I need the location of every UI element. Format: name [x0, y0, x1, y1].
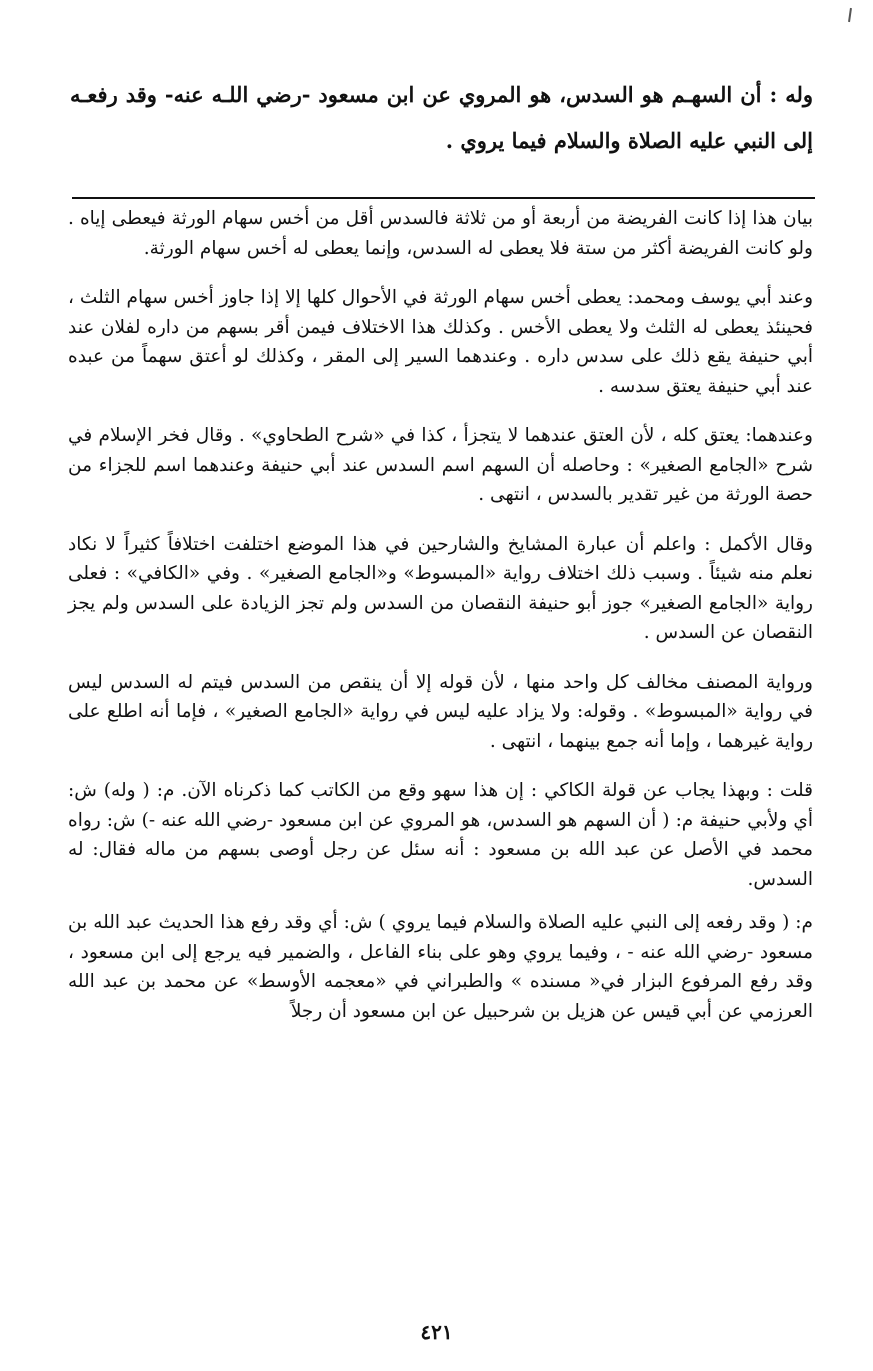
commentary-paragraph-5: ورواية المصنف مخالف كل واحد منها ، لأن قوله إلا أن ينقص من السدس فيتم له السدس ليس في رواية «المبسوط» . وقوله: ولا يزاد عليه ليس في رواية «الجامع الصغير» ، فإما أنه اطلع على رواية غيرهما ، وإما أنه جمع بينهما ، انتهى .: [68, 671, 813, 752]
scan-mark: [848, 8, 852, 22]
commentary-paragraph-6: قلت : وبهذا يجاب عن قولة الكاكي : إن هذا سهو وقع من الكاتب كما ذكرناه الآن. م: ( وله) ش: أي ولأبي حنيفة م: ( أن السهم هو السدس، هو المروي عن ابن مسعود -رضي الله عنه -) ش: رواه محمد في الأصل عن عبد الله بن مسعود : أنه سئل عن رجل أوصى بسهم من ماله فقال: له السدس.: [68, 780, 813, 890]
commentary-paragraph-7: م: ( وقد رفعه إلى النبي عليه الصلاة والسلام فيما يروي ) ش: أي وقد رفع هذا الحديث عبد الله بن مسعود -رضي الله عنه - ، وفيما يروي وهو على بناء الفاعل ، والضمير فيه يرجع إلى ابن مسعود ، وقد رفع المرفوع البزار في« مسنده » والطبراني في «معجمه الأوسط» عن محمد بن عبد الله العرزمي عن أبي قيس عن هزيل بن شرحبيل عن ابن مسعود أن رجلاً: [68, 912, 813, 1022]
page-number: ٤٢١: [420, 1320, 453, 1344]
matn-paragraph: وله : أن السهـم هو السدس، هو المروي عن ابن مسعود -رضي اللـه عنه- وقد رفعـه إلى النبي عليه الصلاة والسلام فيما يروي .: [70, 82, 813, 153]
commentary-paragraph-1: بيان هذا إذا كانت الفريضة من أربعة أو من ثلاثة فالسدس أقل من أخس سهام الورثة فيعطى إياه . ولو كانت الفريضة أكثر من ستة فلا يعطى له السدس، وإنما يعطى له أخس سهام الورثة.: [68, 208, 813, 259]
commentary-paragraph-3: وعندهما: يعتق كله ، لأن العتق عندهما لا يتجزأ ، كذا في «شرح الطحاوي» . وقال فخر الإسلام في شرح «الجامع الصغير» : وحاصله أن السهم اسم السدس عند أبي حنيفة وعندهما اسم للجزاء من حصة الورثة من غير تقدير بالسدس ، انتهى .: [68, 425, 813, 505]
matn-sharh-divider: [72, 197, 815, 199]
matn-text-block: [70, 72, 813, 164]
commentary-paragraph-2: وعند أبي يوسف ومحمد: يعطى أخس سهام الورثة في الأحوال كلها إلا إذا جاوز أخس سهام الثلث ، فحينئذ يعطى له الثلث ولا يعطى الأخس . وكذلك هذا الاختلاف فيمن أقر بسهم من داره لفلان عند أبي حنيفة يقع ذلك على سدس داره . وعندهما السير إلى المقر ، وكذلك لو أعتق سهماً من عبده عند أبي حنيفة يعتق سدسه .: [68, 287, 813, 397]
sharh-commentary: [68, 204, 813, 1046]
commentary-paragraph-4: وقال الأكمل : واعلم أن عبارة المشايخ والشارحين في هذا الموضع اختلفت اختلافاً كثيراً لا نكاد نعلم منه شيئاً . وسبب ذلك اختلاف رواية «المبسوط» و«الجامع الصغير» . وفي «الكافي» : فعلى رواية «الجامع الصغير» جوز أبو حنيفة النقصان من السدس ولم تجز الزيادة على السدس ولم يجز النقصان عن السدس .: [68, 533, 813, 643]
